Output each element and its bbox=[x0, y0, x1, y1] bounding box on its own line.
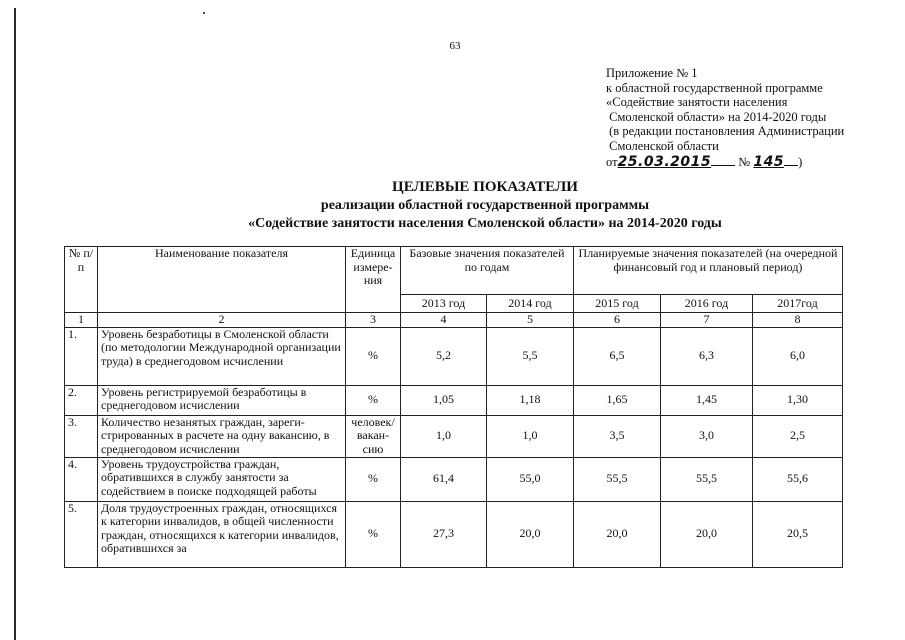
row-name: Уровень регистрируемой безработицы в среднегодовом исчислении bbox=[98, 385, 346, 415]
row-value: 55,0 bbox=[487, 457, 574, 501]
header-name: Наименование показателя bbox=[98, 247, 346, 313]
appendix-line: (в редакции постановления Администрации bbox=[606, 124, 845, 139]
row-unit: % bbox=[346, 327, 401, 385]
row-value: 27,3 bbox=[401, 501, 487, 567]
column-number: 4 bbox=[401, 313, 487, 328]
column-number: 5 bbox=[487, 313, 574, 328]
row-num: 3. bbox=[65, 415, 98, 457]
row-num: 1. bbox=[65, 327, 98, 385]
page-number: 63 bbox=[449, 40, 461, 52]
appendix-line: Приложение № 1 bbox=[606, 66, 698, 80]
row-value: 5,5 bbox=[487, 327, 574, 385]
row-value: 1,30 bbox=[753, 385, 843, 415]
document-title bbox=[100, 178, 870, 233]
row-value: 61,4 bbox=[401, 457, 487, 501]
row-value: 2,5 bbox=[753, 415, 843, 457]
number-prefix: № bbox=[738, 154, 751, 169]
header-year: 2013 год bbox=[401, 295, 487, 313]
row-unit: % bbox=[346, 457, 401, 501]
table-row bbox=[65, 327, 843, 385]
appendix-line: Смоленской области» на 2014-2020 годы bbox=[606, 109, 827, 124]
row-num: 2. bbox=[65, 385, 98, 415]
column-number: 1 bbox=[65, 313, 98, 328]
row-value: 3,0 bbox=[661, 415, 753, 457]
closing-paren: ) bbox=[798, 154, 803, 169]
appendix-line: «Содействие занятости населения bbox=[606, 95, 788, 110]
scan-edge-line bbox=[14, 8, 16, 640]
row-name: Уровень безработицы в Смоленской области (по методологии Международной организации труда) в среднегодовом исчислении bbox=[98, 327, 346, 385]
row-value: 20,0 bbox=[487, 501, 574, 567]
header-unit: Единица измере-ния bbox=[346, 247, 401, 313]
header-year: 2014 год bbox=[487, 295, 574, 313]
row-unit: % bbox=[346, 501, 401, 567]
header-base: Базовые значения показателей по годам bbox=[401, 247, 574, 295]
row-value: 1,0 bbox=[487, 415, 574, 457]
row-value: 6,5 bbox=[574, 327, 661, 385]
row-value: 1,45 bbox=[661, 385, 753, 415]
indicators-table bbox=[64, 246, 843, 568]
title-line-3: «Содействие занятости населения Смоленской области» на 2014-2020 годы bbox=[248, 216, 722, 231]
row-value: 1,05 bbox=[401, 385, 487, 415]
column-number: 6 bbox=[574, 313, 661, 328]
row-value: 6,3 bbox=[661, 327, 753, 385]
column-number: 3 bbox=[346, 313, 401, 328]
table-row bbox=[65, 415, 843, 457]
appendix-header bbox=[606, 66, 896, 169]
table-row bbox=[65, 385, 843, 415]
row-unit: % bbox=[346, 385, 401, 415]
row-value: 55,6 bbox=[753, 457, 843, 501]
row-value: 20,0 bbox=[661, 501, 753, 567]
header-year: 2015 год bbox=[574, 295, 661, 313]
row-value: 1,65 bbox=[574, 385, 661, 415]
header-year: 2016 год bbox=[661, 295, 753, 313]
title-line-1: ЦЕЛЕВЫЕ ПОКАЗАТЕЛИ bbox=[392, 179, 578, 195]
handwritten-number: 145 bbox=[753, 153, 785, 170]
appendix-date-line bbox=[606, 155, 896, 170]
row-num: 5. bbox=[65, 501, 98, 567]
header-year: 2017год bbox=[753, 295, 843, 313]
row-name: Уровень трудоустройства граждан, обратившихся в службу занятости за содействием в поиске подходящей работы bbox=[98, 457, 346, 501]
row-value: 20,5 bbox=[753, 501, 843, 567]
row-unit: человек/ вакан-сию bbox=[346, 415, 401, 457]
row-value: 1,0 bbox=[401, 415, 487, 457]
row-name: Доля трудоустроенных граждан, относящихся к категории инвалидов, в общей численности граждан, относящихся к категории инвалидов, обратившихся за bbox=[98, 501, 346, 567]
row-value: 20,0 bbox=[574, 501, 661, 567]
row-value: 55,5 bbox=[574, 457, 661, 501]
row-name: Количество незанятых граждан, зареги-стрированных в расчете на одну вакансию, в среднегодовом исчислении bbox=[98, 415, 346, 457]
row-value: 6,0 bbox=[753, 327, 843, 385]
row-value: 1,18 bbox=[487, 385, 574, 415]
row-value: 5,2 bbox=[401, 327, 487, 385]
column-number: 2 bbox=[98, 313, 346, 328]
table-row bbox=[65, 501, 843, 567]
header-plan: Планируемые значения показателей (на очередной финансовый год и плановый период) bbox=[574, 247, 843, 295]
header-num: № п/п bbox=[65, 247, 98, 313]
date-prefix: от bbox=[606, 154, 618, 169]
row-value: 3,5 bbox=[574, 415, 661, 457]
appendix-line: Смоленской области bbox=[606, 138, 719, 153]
row-num: 4. bbox=[65, 457, 98, 501]
row-value: 55,5 bbox=[661, 457, 753, 501]
scan-speck bbox=[203, 12, 205, 14]
appendix-line: к областной государственной программе bbox=[606, 80, 823, 95]
table-row bbox=[65, 457, 843, 501]
title-line-2: реализации областной государственной программы bbox=[320, 198, 650, 213]
handwritten-date: 25.03.2015 bbox=[617, 153, 712, 170]
column-number: 8 bbox=[753, 313, 843, 328]
column-number: 7 bbox=[661, 313, 753, 328]
